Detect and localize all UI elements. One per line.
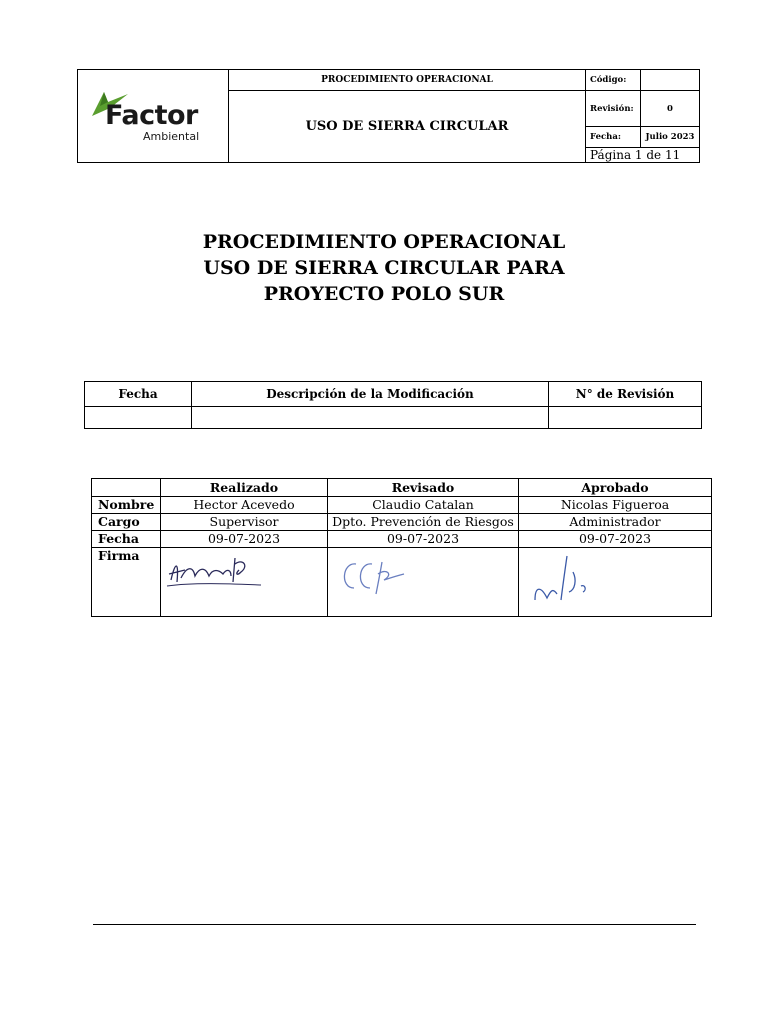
page-number: Página 1 de 11	[586, 148, 700, 163]
header-doc-title: USO DE SIERRA CIRCULAR	[229, 91, 586, 163]
logo-cell	[78, 70, 229, 163]
nombre-revisado: Claudio Catalan	[328, 497, 519, 514]
signature-aprobado	[519, 548, 712, 617]
rev-header-descripcion: Descripción de la Modificación	[192, 382, 549, 407]
signature-realizado	[161, 548, 328, 617]
cargo-revisado: Dpto. Prevención de Riesgos	[328, 514, 519, 531]
rev-cell	[85, 407, 192, 429]
nombre-aprobado: Nicolas Figueroa	[519, 497, 712, 514]
title-line-2: USO DE SIERRA CIRCULAR PARA	[203, 257, 565, 279]
header-proc-label: PROCEDIMIENTO OPERACIONAL	[229, 70, 586, 91]
table-row	[92, 497, 712, 514]
document-title	[0, 229, 768, 307]
rev-header-fecha: Fecha	[85, 382, 192, 407]
codigo-value	[641, 70, 700, 91]
logo-text: Factor	[105, 100, 198, 131]
table-row	[92, 531, 712, 548]
revision-label: Revisión:	[586, 91, 641, 127]
factor-ambiental-logo	[78, 70, 228, 162]
fecha-aprobado: 09-07-2023	[519, 531, 712, 548]
revision-table	[84, 381, 702, 429]
fecha-revisado: 09-07-2023	[328, 531, 519, 548]
appr-header-aprobado: Aprobado	[519, 479, 712, 497]
table-row	[92, 548, 712, 617]
codigo-label: Código:	[586, 70, 641, 91]
row-label-cargo: Cargo	[92, 514, 161, 531]
signature-icon	[165, 552, 275, 592]
footer-divider	[93, 924, 696, 925]
fecha-label: Fecha:	[586, 127, 641, 148]
title-line-1: PROCEDIMIENTO OPERACIONAL	[202, 231, 566, 253]
title-line-3: PROYECTO POLO SUR	[263, 283, 505, 305]
rev-cell	[192, 407, 549, 429]
revision-value: 0	[641, 91, 700, 127]
fecha-value: Julio 2023	[641, 127, 700, 148]
logo-subtext: Ambiental	[143, 130, 200, 143]
appr-header-revisado: Revisado	[328, 479, 519, 497]
rev-header-revision: N° de Revisión	[549, 382, 702, 407]
table-row	[85, 407, 702, 429]
document-header	[77, 69, 700, 163]
rev-cell	[549, 407, 702, 429]
appr-header-realizado: Realizado	[161, 479, 328, 497]
cargo-realizado: Supervisor	[161, 514, 328, 531]
approval-table	[91, 478, 712, 617]
appr-header-blank	[92, 479, 161, 497]
signature-icon	[527, 550, 607, 606]
cargo-aprobado: Administrador	[519, 514, 712, 531]
row-label-firma: Firma	[92, 548, 161, 617]
row-label-nombre: Nombre	[92, 497, 161, 514]
signature-icon	[334, 554, 424, 600]
signature-revisado	[328, 548, 519, 617]
table-row	[92, 514, 712, 531]
row-label-fecha: Fecha	[92, 531, 161, 548]
nombre-realizado: Hector Acevedo	[161, 497, 328, 514]
fecha-realizado: 09-07-2023	[161, 531, 328, 548]
